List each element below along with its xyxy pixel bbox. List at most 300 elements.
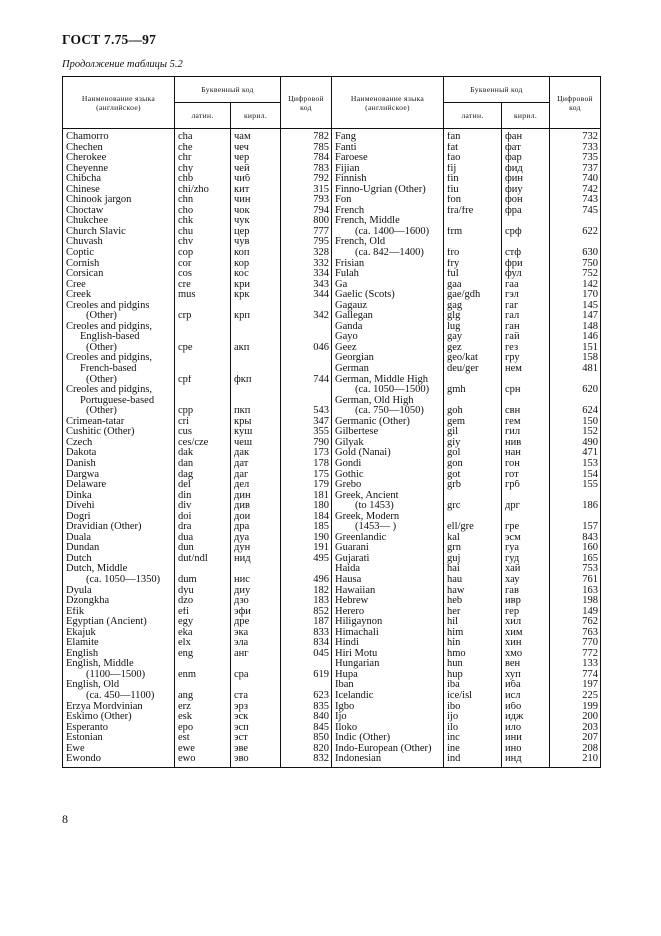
right-names-line: Germanic (Other): [335, 416, 410, 427]
left-cyrillic-line: [234, 396, 278, 407]
right-names-line: Gondi: [335, 458, 362, 469]
left-cyrillic-line: [234, 332, 278, 343]
right-cyrillic-line: ган: [505, 321, 520, 332]
left-latin-line: chi/zho: [178, 184, 209, 195]
right-latin-line: hil: [447, 617, 459, 628]
left-latin-line: eka: [178, 627, 193, 638]
right-names-line: (to 1453): [355, 501, 394, 512]
left-latin-line: elx: [178, 638, 191, 649]
left-names-line: Portuguese-based: [80, 395, 155, 406]
left-digital-line: 845: [313, 722, 329, 733]
left-names-line: Chechen: [66, 142, 103, 153]
left-cyrillic-line: эво: [234, 754, 249, 765]
left-digital-line: 790: [313, 437, 329, 448]
left-cyrillic-line: чук: [234, 216, 250, 227]
right-cyrillic-line: фул: [505, 269, 522, 280]
right-names-line: French, Middle: [335, 216, 400, 227]
right-cyrillic-line: гэл: [505, 290, 519, 301]
right-names-line: Hawaiian: [335, 585, 376, 596]
right-cyrillic-line: иба: [505, 680, 521, 691]
right-latin-line: ilo: [447, 722, 459, 733]
right-digital-line: 843: [582, 532, 598, 543]
left-digital-line: 178: [313, 458, 329, 469]
right-names-line: (ca. 842—1400): [355, 248, 424, 259]
left-digital-line: [284, 301, 329, 312]
right-names-line: Gagauz: [335, 300, 368, 311]
right-latin-line: [447, 237, 499, 248]
left-digital-line: 342: [313, 311, 329, 322]
left-latin-line: chy: [178, 163, 194, 174]
header-name-line2: (английское): [365, 102, 410, 112]
right-digital-line: 186: [582, 501, 598, 512]
right-cyrillic-line: хил: [505, 617, 522, 628]
right-digital-line: 735: [582, 153, 598, 164]
left-cyrillic-line: ста: [234, 690, 249, 701]
left-latin-line: crp: [178, 311, 192, 322]
left-latin-line: enm: [178, 669, 197, 680]
left-latin-codes: [175, 129, 231, 768]
left-cyrillic-line: дун: [234, 543, 251, 554]
right-latin-line: grn: [447, 543, 461, 554]
left-cyrillic-line: фкп: [234, 374, 252, 385]
right-digital-line: 197: [582, 680, 598, 691]
left-cyrillic-line: даг: [234, 469, 249, 480]
left-names-line: French-based: [80, 364, 137, 375]
left-digital-line: 744: [313, 374, 329, 385]
left-names-line: Cheyenne: [66, 163, 108, 174]
left-digital-line: 046: [313, 342, 329, 353]
right-digital-line: 762: [582, 617, 598, 628]
left-digital-line: 334: [313, 269, 329, 280]
right-latin-line: [447, 512, 499, 523]
right-cyrillic-line: стф: [505, 248, 522, 259]
right-cyrillic-line: [505, 491, 547, 502]
right-cyrillic-line: ини: [505, 733, 522, 744]
right-names-line: Indo-European (Other): [335, 743, 432, 754]
right-cyrillic-line: свн: [505, 406, 521, 417]
right-cyrillic-line: инд: [505, 754, 522, 765]
right-digital-line: 620: [582, 385, 598, 396]
header-language-name-left: [63, 77, 175, 129]
right-latin-line: goh: [447, 406, 463, 417]
right-names-line: German, Middle High: [335, 374, 429, 385]
right-latin-line: geo/kat: [447, 353, 478, 364]
left-latin-line: ewe: [178, 743, 195, 754]
table-continuation-caption: Продолжение таблицы 5.2: [62, 59, 183, 70]
left-names-line: Chinese: [66, 184, 100, 195]
left-latin-line: [178, 332, 228, 343]
right-cyrillic-line: гез: [505, 342, 519, 353]
right-cyrillic-line: гот: [505, 469, 519, 480]
right-cyrillic-line: идж: [505, 712, 524, 723]
right-latin-line: [447, 216, 499, 227]
left-names-line: Dutch: [66, 553, 92, 564]
right-cyrillic-line: [505, 237, 547, 248]
left-digital-line: 182: [313, 585, 329, 596]
right-digital-line: 752: [582, 269, 598, 280]
right-names-line: Fanti: [335, 142, 357, 153]
right-digital-line: [553, 216, 598, 227]
right-cyrillic-line: нан: [505, 448, 521, 459]
left-digital-line: 179: [313, 480, 329, 491]
left-latin-line: cor: [178, 258, 192, 269]
right-cyrillic-line: фра: [505, 205, 522, 216]
left-cyrillic-line: эка: [234, 627, 249, 638]
right-names-line: Gilyak: [335, 437, 364, 448]
right-names-line: Iban: [335, 680, 354, 691]
right-latin-line: fat: [447, 142, 459, 153]
right-cyrillic-line: [505, 512, 547, 523]
right-digital-line: 152: [582, 427, 598, 438]
left-latin-line: dun: [178, 543, 194, 554]
left-latin-line: dak: [178, 448, 194, 459]
left-names-line: Creoles and pidgins,: [66, 353, 153, 364]
right-names-line: Iloko: [335, 722, 358, 733]
right-digital-line: 146: [582, 332, 598, 343]
left-cyrillic-line: чеш: [234, 437, 253, 448]
left-cyrillic-line: чок: [234, 205, 250, 216]
right-latin-line: ind: [447, 754, 461, 765]
left-digital-line: [284, 564, 329, 575]
left-latin-line: chk: [178, 216, 194, 227]
right-cyrillic-codes: [502, 129, 550, 768]
right-cyrillic-line: гаа: [505, 279, 519, 290]
right-digital-line: 200: [582, 712, 598, 723]
header-name-line1: Наименование языка: [81, 93, 156, 103]
left-latin-line: efi: [178, 606, 190, 617]
header-digital-line1: Цифровой: [288, 93, 324, 103]
left-names-line: (Other): [86, 374, 117, 385]
left-names-line: Cushitic (Other): [66, 427, 135, 438]
right-names-line: Fijian: [335, 163, 360, 174]
left-cyrillic-line: диу: [234, 585, 251, 596]
left-latin-line: [178, 396, 228, 407]
left-digital-line: 832: [313, 754, 329, 765]
left-cyrillic-line: дат: [234, 458, 249, 469]
left-names-line: Divehi: [66, 501, 95, 512]
right-cyrillic-line: фин: [505, 174, 524, 185]
left-cyrillic-line: нид: [234, 553, 251, 564]
left-cyrillic-line: [234, 301, 278, 312]
header-name-line1: Наименование языка: [350, 93, 425, 103]
right-latin-line: grc: [447, 501, 461, 512]
left-cyrillic-line: эрз: [234, 701, 249, 712]
right-names-line: German, Old High: [335, 395, 414, 406]
right-cyrillic-line: [505, 396, 547, 407]
right-names-line: (ca. 1050—1500): [355, 385, 430, 396]
right-digital-codes: [550, 129, 601, 768]
left-digital-line: 784: [313, 153, 329, 164]
left-cyrillic-line: крк: [234, 290, 250, 301]
right-names-line: Greek, Modern: [335, 511, 400, 522]
left-latin-line: chu: [178, 226, 194, 237]
left-latin-line: cho: [178, 205, 194, 216]
right-digital-line: 622: [582, 226, 598, 237]
right-names-line: Greenlandic: [335, 532, 387, 543]
right-cyrillic-line: ино: [505, 743, 522, 754]
right-names-line: Hungarian: [335, 659, 380, 670]
table-body-row: [63, 129, 601, 768]
right-latin-line: hup: [447, 669, 463, 680]
left-latin-line: [178, 659, 228, 670]
left-cyrillic-line: пкп: [234, 406, 251, 417]
left-latin-line: cri: [178, 416, 190, 427]
left-latin-line: del: [178, 480, 191, 491]
right-latin-line: glg: [447, 311, 461, 322]
left-latin-line: [178, 385, 228, 396]
right-digital-line: 203: [582, 722, 598, 733]
right-names-line: Greek, Ancient: [335, 490, 399, 501]
left-names-line: English, Old: [66, 680, 120, 691]
right-names-line: Gaelic (Scots): [335, 290, 395, 301]
left-digital-line: [284, 322, 329, 333]
right-digital-line: [553, 396, 598, 407]
left-cyrillic-line: крп: [234, 311, 250, 322]
left-cyrillic-line: сра: [234, 669, 249, 680]
left-names-line: Creoles and pidgins,: [66, 321, 153, 332]
left-digital-line: [284, 659, 329, 670]
left-latin-line: dua: [178, 532, 194, 543]
right-digital-line: 142: [582, 279, 598, 290]
right-latin-line: hai: [447, 564, 460, 575]
right-latin-line: kal: [447, 532, 460, 543]
right-latin-line: fry: [447, 258, 460, 269]
left-names-line: Duala: [66, 532, 92, 543]
right-latin-line: gmh: [447, 385, 466, 396]
left-cyrillic-line: анг: [234, 648, 249, 659]
right-digital-line: 225: [582, 690, 598, 701]
left-digital-line: 852: [313, 606, 329, 617]
left-names-line: (Other): [86, 342, 117, 353]
left-names-line: (Other): [86, 406, 117, 417]
right-latin-line: hun: [447, 659, 463, 670]
right-latin-line: him: [447, 627, 464, 638]
right-digital-line: 761: [582, 574, 598, 585]
left-cyrillic-line: дуа: [234, 532, 250, 543]
right-cyrillic-line: гав: [505, 585, 519, 596]
right-digital-line: 630: [582, 248, 598, 259]
left-digital-line: 623: [313, 690, 329, 701]
left-names-line: Egyptian (Ancient): [66, 617, 147, 628]
right-digital-line: 737: [582, 163, 598, 174]
right-digital-line: 624: [582, 406, 598, 417]
left-digital-line: 187: [313, 617, 329, 628]
right-names-line: (ca. 750—1050): [355, 406, 424, 417]
right-names-line: Gold (Nanai): [335, 448, 391, 459]
right-latin-line: gez: [447, 342, 462, 353]
header-language-name-right: [332, 77, 444, 129]
left-latin-line: dut/ndl: [178, 553, 208, 564]
right-latin-line: [447, 491, 499, 502]
left-cyrillic-line: [234, 680, 278, 691]
document-title: ГОСТ 7.75—97: [62, 32, 157, 47]
left-latin-line: ces/cze: [178, 437, 209, 448]
page-number: 8: [62, 812, 68, 826]
right-latin-line: heb: [447, 596, 463, 607]
left-cyrillic-line: дел: [234, 480, 250, 491]
right-names-line: Hausa: [335, 574, 362, 585]
right-latin-line: her: [447, 606, 461, 617]
left-digital-line: [284, 385, 329, 396]
left-digital-line: 328: [313, 248, 329, 259]
left-cyrillic-line: чер: [234, 153, 250, 164]
left-cyrillic-line: эла: [234, 638, 249, 649]
right-cyrillic-line: хмо: [505, 648, 523, 659]
right-latin-line: frm: [447, 226, 463, 237]
left-names-line: Dravidian (Other): [66, 522, 142, 533]
left-names-line: Cree: [66, 279, 86, 290]
header-letter-code-right: Буквенный код: [444, 77, 550, 103]
left-latin-line: dag: [178, 469, 194, 480]
right-language-names: [332, 129, 444, 768]
left-cyrillic-line: чиб: [234, 174, 251, 185]
left-names-line: Creek: [66, 290, 92, 301]
right-cyrillic-line: хай: [505, 564, 521, 575]
left-digital-line: [284, 332, 329, 343]
left-latin-line: [178, 322, 228, 333]
right-cyrillic-line: дрг: [505, 501, 520, 512]
left-names-line: Dundan: [66, 543, 100, 554]
left-names-line: Danish: [66, 458, 96, 469]
left-names-line: Dargwa: [66, 469, 100, 480]
left-language-names: [63, 129, 175, 768]
left-cyrillic-line: эст: [234, 733, 248, 744]
left-names-line: English, Middle: [66, 659, 134, 670]
left-names-line: Creoles and pidgins: [66, 300, 150, 311]
right-cyrillic-line: гай: [505, 332, 520, 343]
left-names-line: Dinka: [66, 490, 92, 501]
left-latin-line: mus: [178, 290, 196, 301]
left-digital-line: 181: [313, 490, 329, 501]
left-names-line: Dogri: [66, 511, 91, 522]
right-cyrillic-line: хуп: [505, 669, 521, 680]
right-cyrillic-line: гер: [505, 606, 520, 617]
right-cyrillic-line: [505, 375, 547, 386]
left-digital-line: 344: [313, 290, 329, 301]
left-names-line: Cherokee: [66, 153, 107, 164]
right-names-line: Grebo: [335, 480, 362, 491]
left-latin-line: cus: [178, 427, 192, 438]
left-cyrillic-line: кры: [234, 416, 252, 427]
left-names-line: (1100—1500): [86, 669, 146, 680]
right-digital-line: 208: [582, 743, 598, 754]
right-latin-line: grb: [447, 480, 461, 491]
right-latin-line: haw: [447, 585, 465, 596]
left-digital-line: 783: [313, 163, 329, 174]
right-latin-line: guj: [447, 553, 461, 564]
left-latin-line: erz: [178, 701, 191, 712]
left-names-line: Chinook jargon: [66, 195, 132, 206]
right-digital-line: 163: [582, 585, 598, 596]
left-cyrillic-line: эсп: [234, 722, 249, 733]
right-latin-line: gon: [447, 458, 463, 469]
right-latin-line: ful: [447, 269, 459, 280]
right-cyrillic-line: гру: [505, 353, 520, 364]
left-names-line: Cornish: [66, 258, 100, 269]
right-names-line: Gothic: [335, 469, 364, 480]
left-digital-line: 175: [313, 469, 329, 480]
right-digital-line: [553, 375, 598, 386]
right-digital-line: 740: [582, 174, 598, 185]
right-names-line: Faroese: [335, 153, 368, 164]
left-latin-line: cpe: [178, 342, 193, 353]
left-digital-line: 792: [313, 174, 329, 185]
right-digital-line: 210: [582, 754, 598, 765]
right-cyrillic-line: фат: [505, 142, 521, 153]
right-latin-line: lug: [447, 321, 461, 332]
right-names-line: Indonesian: [335, 754, 382, 765]
right-cyrillic-line: гуд: [505, 553, 520, 564]
language-codes-table: [62, 76, 601, 768]
right-names-line: Finnish: [335, 174, 367, 185]
left-cyrillic-line: кри: [234, 279, 250, 290]
right-cyrillic-line: фиу: [505, 184, 523, 195]
right-names-line: Ganda: [335, 321, 363, 332]
right-names-line: French, Old: [335, 237, 386, 248]
right-digital-line: 133: [582, 659, 598, 670]
right-cyrillic-line: гил: [505, 427, 521, 438]
right-digital-line: 732: [582, 132, 598, 142]
left-digital-line: 793: [313, 195, 329, 206]
left-digital-line: 496: [313, 574, 329, 585]
right-digital-line: 207: [582, 733, 598, 744]
header-cyrillic-right: кирил.: [502, 103, 550, 129]
right-names-line: Igbo: [335, 701, 355, 712]
right-digital-line: 151: [582, 342, 598, 353]
left-cyrillic-line: дра: [234, 522, 250, 533]
left-digital-line: 347: [313, 416, 329, 427]
left-names-line: Crimean-tatar: [66, 416, 125, 427]
right-latin-line: inc: [447, 733, 460, 744]
left-cyrillic-line: [234, 364, 278, 375]
left-latin-line: dyu: [178, 585, 194, 596]
left-names-line: Ewe: [66, 743, 85, 754]
left-digital-line: 820: [313, 743, 329, 754]
right-latin-line: gay: [447, 332, 463, 343]
header-digital-line2: код: [569, 102, 581, 112]
right-names-line: Hupa: [335, 669, 358, 680]
right-digital-line: 745: [582, 205, 598, 216]
left-digital-line: 840: [313, 712, 329, 723]
left-names-line: Esperanto: [66, 722, 108, 733]
left-digital-line: 850: [313, 733, 329, 744]
left-cyrillic-line: [234, 353, 278, 364]
header-latin-left: латин.: [175, 103, 231, 129]
left-latin-line: cre: [178, 279, 191, 290]
right-names-line: (1453— ): [355, 522, 397, 533]
right-names-line: Gallegan: [335, 311, 373, 322]
left-names-line: Elamite: [66, 638, 99, 649]
left-latin-line: dan: [178, 458, 194, 469]
right-digital-line: 763: [582, 627, 598, 638]
right-latin-line: gem: [447, 416, 466, 427]
right-names-line: Ga: [335, 279, 348, 290]
right-latin-line: fin: [447, 174, 459, 185]
right-cyrillic-line: нем: [505, 364, 522, 375]
left-digital-line: [284, 364, 329, 375]
right-digital-line: 753: [582, 564, 598, 575]
left-names-line: Creoles and pidgins,: [66, 385, 153, 396]
left-digital-line: [284, 680, 329, 691]
right-cyrillic-line: ивр: [505, 596, 521, 607]
right-latin-line: gag: [447, 300, 463, 311]
left-latin-line: cpp: [178, 406, 194, 417]
right-digital-line: 199: [582, 701, 598, 712]
left-cyrillic-line: [234, 564, 278, 575]
right-latin-line: deu/ger: [447, 364, 479, 375]
left-latin-line: che: [178, 142, 193, 153]
left-digital-line: 355: [313, 427, 329, 438]
